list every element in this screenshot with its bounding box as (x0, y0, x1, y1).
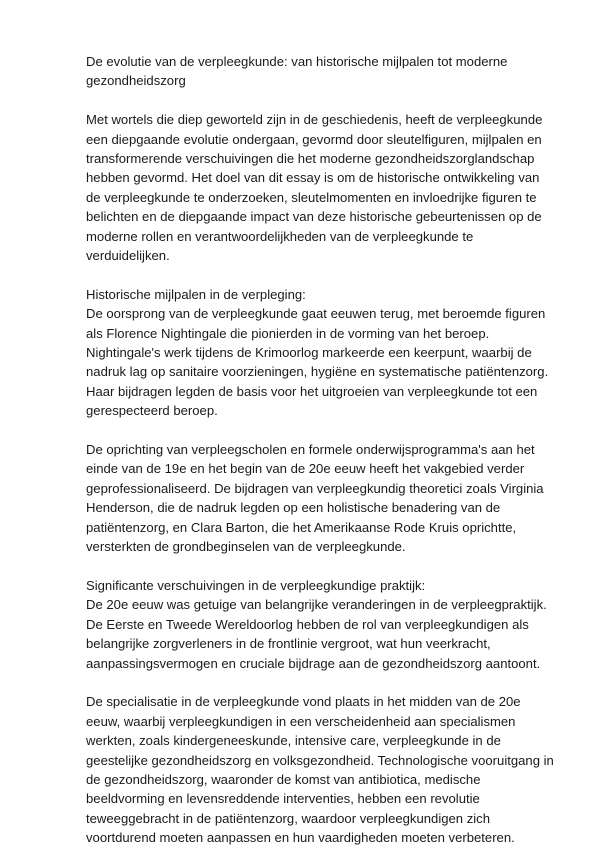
paragraph-origins: De oorsprong van de verpleegkunde gaat eeuwen terug, met beroemde figuren als Florence Nightingale die pionierden in de vorming van het beroep. Nightingale's werk tijdens de Krimoorlog markeerde een keerpunt, waarbij de nadruk lag op sanitaire voorzieningen, hygiëne en systematische patiëntenzorg. Haar bijdragen legden de basis voor het uitgroeien van verpleegkunde tot een gerespecteerd beroep. (86, 306, 549, 419)
section-historical-milestones (86, 285, 556, 421)
intro-paragraph: Met wortels die diep geworteld zijn in de geschiedenis, heeft de verpleegkunde een diepgaande evolutie ondergaan, gevormd door sleutelfiguren, mijlpalen en transformerende verschuivingen die het moderne gezondheidszorglandschap hebben gevormd. Het doel van dit essay is om de historische ontwikkeling van de verpleegkunde te onderzoeken, sleutelmomenten en invloedrijke figuren te belichten en de diepgaande impact van deze historische gebeurtenissen op de moderne rollen en verantwoordelijkheden van de verpleegkunde te verduidelijken. (86, 112, 543, 264)
paragraph-20th-century: De 20e eeuw was getuige van belangrijke veranderingen in de verpleegpraktijk. De Eerste en Tweede Wereldoorlog hebben de rol van verpleegkundigen als belangrijke zorgverleners in de frontlinie vergroot, wat hun veerkracht, aanpassingsvermogen en cruciale bijdrage aan de gezondheidszorg aantoont. (86, 597, 547, 671)
document-body (86, 52, 556, 867)
section-heading-historical: Historische mijlpalen in de verpleging: (86, 286, 306, 302)
section-significant-shifts (86, 576, 556, 673)
section-heading-shifts: Significante verschuivingen in de verpleegkundige praktijk: (86, 577, 426, 593)
paragraph-specialisation: De specialisatie in de verpleegkunde vond plaats in het midden van de 20e eeuw, waarbij verpleegkundigen in een verscheidenheid aan specialismen werkten, zoals kindergeneeskunde, intensive care, verpleegkunde in de geestelijke gezondheidszorg en volksgezondheid. Technologische vooruitgang in de gezondheidszorg, waaronder de komst van antibiotica, medische beeldvorming en levensreddende interventies, hebben een revolutie teweeggebracht in de patiëntenzorg, waardoor verpleegkundigen zich voortdurend moeten aanpassen en hun vaardigheden moeten verbeteren. (86, 694, 554, 846)
document-title: De evolutie van de verpleegkunde: van historische mijlpalen tot moderne gezondheidszorg (86, 54, 508, 89)
paragraph-nursing-schools: De oprichting van verpleegscholen en formele onderwijsprogramma's aan het einde van de 19e en het begin van de 20e eeuw heeft het vakgebied verder geprofessionaliseerd. De bijdragen van verpleegkundig theoretici zoals Virginia Henderson, die de nadruk legden op een holistische benadering van de patiëntenzorg, en Clara Barton, die het Amerikaanse Rode Kruis oprichtte, versterkten de grondbeginselen van de verpleegkunde. (86, 442, 544, 555)
